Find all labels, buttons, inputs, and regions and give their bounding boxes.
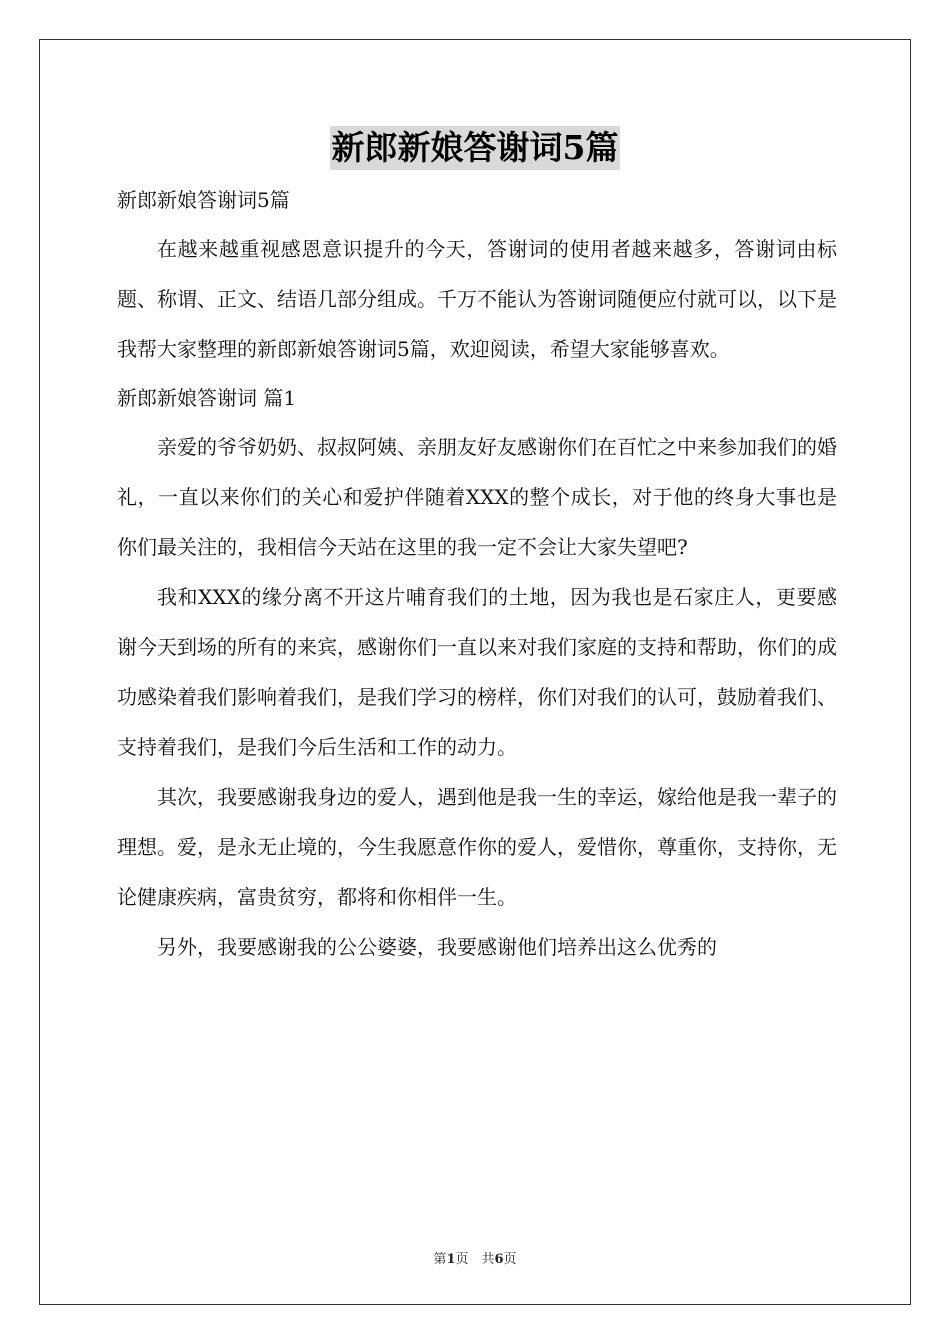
page-mid: 页 共 bbox=[455, 1252, 495, 1267]
title-container bbox=[0, 126, 950, 170]
document-subtitle: 新郎新娘答谢词5篇 bbox=[117, 188, 290, 212]
body-paragraph-2: 我和XXX的缘分离不开这片哺育我们的土地，因为我也是石家庄人，更要感谢今天到场的所有的来宾，感谢你们一直以来对我们家庭的支持和帮助，你们的成功感染着我们影响着我们，是我们学习的榜样，你们对我们的认可，鼓励着我们、支持着我们，是我们今后生活和工作的动力。 bbox=[117, 585, 837, 759]
document-title: 新郎新娘答谢词5篇 bbox=[330, 126, 621, 170]
page-prefix: 第 bbox=[433, 1252, 447, 1267]
body-paragraph-4: 另外，我要感谢我的公公婆婆，我要感谢他们培养出这么优秀的 bbox=[157, 935, 717, 959]
section-heading: 新郎新娘答谢词 篇1 bbox=[117, 386, 297, 410]
document-body bbox=[117, 176, 837, 972]
body-paragraph-1: 亲爱的爷爷奶奶、叔叔阿姨、亲朋友好友感谢你们在百忙之中来参加我们的婚礼，一直以来你们的关心和爱护伴随着XXX的整个成长，对于他的终身大事也是你们最关注的，我相信今天站在这里的我一定不会让大家失望吧? bbox=[117, 435, 837, 559]
current-page-number: 1 bbox=[446, 1252, 456, 1267]
page-suffix: 页 bbox=[503, 1252, 517, 1267]
total-page-number: 6 bbox=[494, 1252, 504, 1267]
intro-paragraph: 在越来越重视感恩意识提升的今天，答谢词的使用者越来越多，答谢词由标题、称谓、正文、结语几部分组成。千万不能认为答谢词随便应付就可以，以下是我帮大家整理的新郎新娘答谢词5篇，欢迎阅读，希望大家能够喜欢。 bbox=[117, 237, 837, 361]
body-paragraph-3: 其次，我要感谢我身边的爱人，遇到他是我一生的幸运，嫁给他是我一辈子的理想。爱，是永无止境的，今生我愿意作你的爱人，爱惜你，尊重你，支持你，无论健康疾病，富贵贫穷，都将和你相伴一生。 bbox=[117, 785, 837, 909]
page-footer bbox=[0, 1248, 950, 1267]
